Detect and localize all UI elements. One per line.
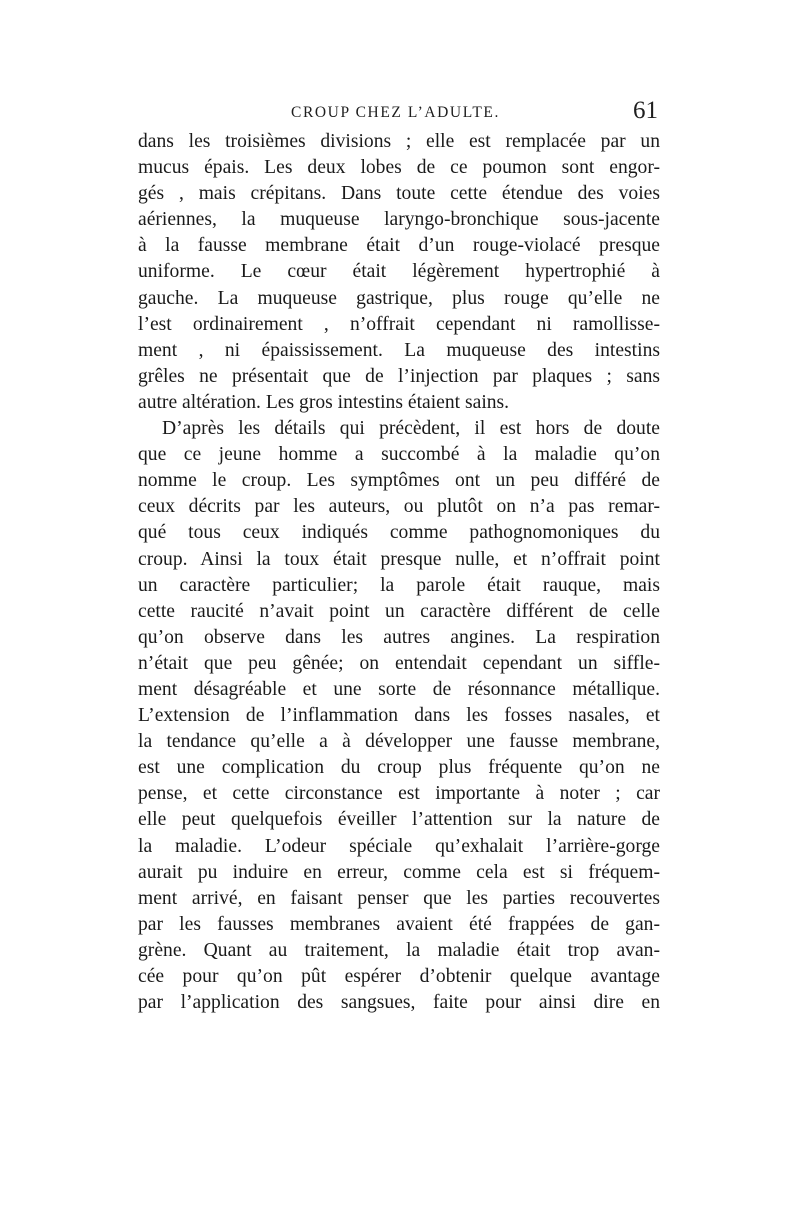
text-line: cée pour qu’on pût espérer d’obtenir quelque avantage	[138, 966, 660, 987]
text-line: D’après les détails qui précèdent, il est hors de doute	[162, 418, 660, 440]
text-line: que ce jeune homme a succombé à la maladie qu’on	[138, 444, 660, 466]
text-line: qu’on observe dans les autres angines. La respiration	[138, 626, 660, 648]
text-line: l’est ordinairement , n’offrait cependant ni ramollisse-	[138, 313, 660, 335]
text-line: gauche. La muqueuse gastrique, plus rouge qu’elle ne	[138, 287, 660, 309]
paragraph-discussion	[138, 416, 660, 1016]
page-number: 61	[633, 97, 658, 124]
text-line: croup. Ainsi la toux était presque nulle, et n’offrait point	[138, 548, 660, 570]
text-line: ment arrivé, en faisant penser que les parties recouvertes	[138, 887, 660, 909]
text-line: aériennes, la muqueuse laryngo-bronchique sous-jacente	[138, 209, 660, 231]
text-line: par l’application des sangsues, faite pour ainsi dire en	[138, 992, 660, 1014]
text-line: dans les troisièmes divisions ; elle est remplacée par un	[138, 131, 660, 152]
text-line: autre altération. Les gros intestins étaient sains.	[138, 391, 510, 413]
text-line: par les fausses membranes avaient été frappées de gan-	[138, 913, 660, 935]
text-line: mucus épais. Les deux lobes de ce poumon sont engor-	[138, 157, 660, 179]
text-line: gés , mais crépitans. Dans toute cette étendue des voies	[138, 183, 660, 205]
paragraph-autopsy-findings	[138, 129, 660, 416]
text-line: grêles ne présentait que de l’injection par plaques ; sans	[138, 365, 660, 387]
text-line: elle peut quelquefois éveiller l’attention sur la nature de	[138, 809, 660, 831]
text-line: un caractère particulier; la parole était rauque, mais	[138, 574, 660, 596]
text-line: qué tous ceux indiqués comme pathognomoniques du	[138, 522, 660, 544]
text-line: aurait pu induire en erreur, comme cela est si fréquem-	[138, 861, 660, 883]
text-line: la tendance qu’elle a à développer une fausse membrane,	[138, 731, 660, 753]
text-line: ment désagréable et une sorte de résonnance métallique.	[138, 678, 660, 700]
text-line: pense, et cette circonstance est importante à noter ; car	[138, 783, 660, 805]
running-head	[138, 98, 660, 128]
text-line: uniforme. Le cœur était légèrement hypertrophié à	[138, 261, 660, 283]
text-line: est une complication du croup plus fréquente qu’on ne	[138, 757, 660, 779]
body-text	[138, 129, 660, 1016]
text-line: n’était que peu gênée; on entendait cependant un siffle-	[138, 652, 660, 674]
text-line: ceux décrits par les auteurs, ou plutôt on n’a pas remar-	[138, 496, 660, 518]
text-line: grène. Quant au traitement, la maladie était trop avan-	[138, 939, 660, 961]
text-line: à la fausse membrane était d’un rouge-violacé presque	[138, 235, 660, 257]
text-line: L’extension de l’inflammation dans les fosses nasales, et	[138, 705, 660, 727]
text-line: ment , ni épaississement. La muqueuse des intestins	[138, 339, 660, 361]
text-line: la maladie. L’odeur spéciale qu’exhalait l’arrière-gorge	[138, 835, 660, 857]
text-line: cette raucité n’avait point un caractère différent de celle	[138, 600, 660, 622]
running-head-title: CROUP CHEZ L’ADULTE.	[291, 104, 500, 121]
text-line: nomme le croup. Les symptômes ont un peu différé de	[138, 470, 660, 492]
